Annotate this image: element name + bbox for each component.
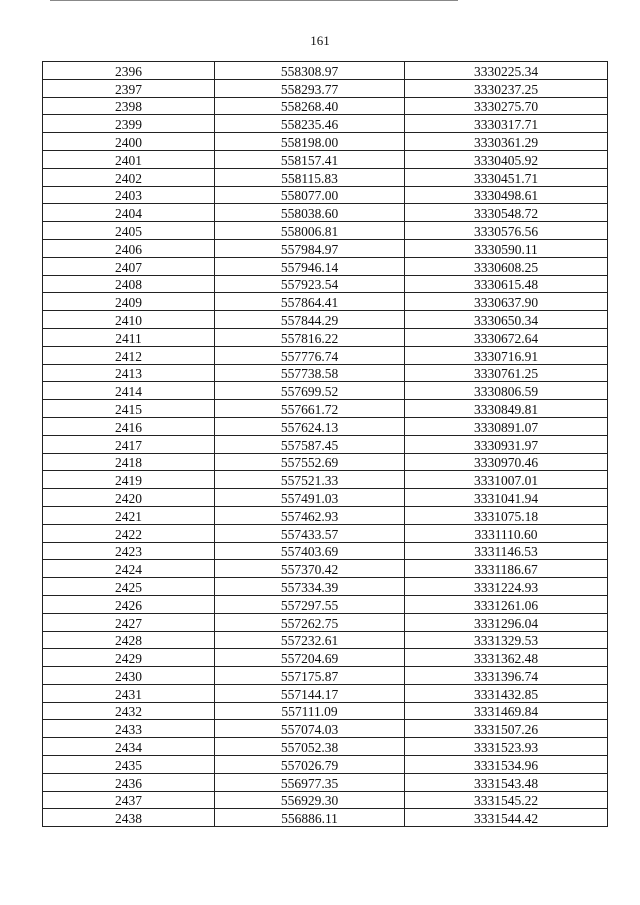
point-number-cell: 2406 <box>43 239 215 257</box>
y-coordinate-cell: 3330548.72 <box>405 204 608 222</box>
point-number-cell: 2396 <box>43 62 215 80</box>
x-coordinate-cell: 557552.69 <box>215 453 405 471</box>
y-coordinate-cell: 3330931.97 <box>405 435 608 453</box>
y-coordinate-cell: 3330716.91 <box>405 346 608 364</box>
table-row <box>43 471 608 489</box>
x-coordinate-cell: 557204.69 <box>215 649 405 667</box>
point-number-cell: 2397 <box>43 79 215 97</box>
y-coordinate-cell: 3331396.74 <box>405 667 608 685</box>
point-number-cell: 2405 <box>43 222 215 240</box>
table-row <box>43 631 608 649</box>
y-coordinate-cell: 3330576.56 <box>405 222 608 240</box>
point-number-cell: 2429 <box>43 649 215 667</box>
point-number-cell: 2402 <box>43 168 215 186</box>
table-row <box>43 346 608 364</box>
table-row <box>43 186 608 204</box>
y-coordinate-cell: 3330891.07 <box>405 417 608 435</box>
table-row <box>43 506 608 524</box>
point-number-cell: 2400 <box>43 133 215 151</box>
x-coordinate-cell: 557624.13 <box>215 417 405 435</box>
table-row <box>43 667 608 685</box>
table-row <box>43 62 608 80</box>
point-number-cell: 2413 <box>43 364 215 382</box>
table-row <box>43 809 608 827</box>
x-coordinate-cell: 557864.41 <box>215 293 405 311</box>
table-row <box>43 435 608 453</box>
y-coordinate-cell: 3331110.60 <box>405 524 608 542</box>
table-row <box>43 222 608 240</box>
table-row <box>43 382 608 400</box>
table-row <box>43 364 608 382</box>
table-row <box>43 720 608 738</box>
point-number-cell: 2414 <box>43 382 215 400</box>
y-coordinate-cell: 3331041.94 <box>405 489 608 507</box>
x-coordinate-cell: 558115.83 <box>215 168 405 186</box>
table-row <box>43 79 608 97</box>
point-number-cell: 2418 <box>43 453 215 471</box>
x-coordinate-cell: 557491.03 <box>215 489 405 507</box>
y-coordinate-cell: 3331329.53 <box>405 631 608 649</box>
y-coordinate-cell: 3330650.34 <box>405 311 608 329</box>
x-coordinate-cell: 557984.97 <box>215 239 405 257</box>
y-coordinate-cell: 3331186.67 <box>405 560 608 578</box>
x-coordinate-cell: 558268.40 <box>215 97 405 115</box>
table-row <box>43 275 608 293</box>
table-row <box>43 168 608 186</box>
y-coordinate-cell: 3330361.29 <box>405 133 608 151</box>
x-coordinate-cell: 557923.54 <box>215 275 405 293</box>
point-number-cell: 2437 <box>43 791 215 809</box>
x-coordinate-cell: 557262.75 <box>215 613 405 631</box>
y-coordinate-cell: 3331545.22 <box>405 791 608 809</box>
table-row <box>43 239 608 257</box>
table-row <box>43 453 608 471</box>
point-number-cell: 2401 <box>43 150 215 168</box>
table-row <box>43 684 608 702</box>
x-coordinate-cell: 557144.17 <box>215 684 405 702</box>
point-number-cell: 2399 <box>43 115 215 133</box>
x-coordinate-cell: 557232.61 <box>215 631 405 649</box>
point-number-cell: 2416 <box>43 417 215 435</box>
y-coordinate-cell: 3330849.81 <box>405 400 608 418</box>
y-coordinate-cell: 3330806.59 <box>405 382 608 400</box>
table-row <box>43 560 608 578</box>
y-coordinate-cell: 3331534.96 <box>405 756 608 774</box>
y-coordinate-cell: 3330225.34 <box>405 62 608 80</box>
x-coordinate-cell: 557297.55 <box>215 595 405 613</box>
y-coordinate-cell: 3330451.71 <box>405 168 608 186</box>
point-number-cell: 2434 <box>43 738 215 756</box>
point-number-cell: 2431 <box>43 684 215 702</box>
y-coordinate-cell: 3330970.46 <box>405 453 608 471</box>
point-number-cell: 2423 <box>43 542 215 560</box>
table-row <box>43 150 608 168</box>
x-coordinate-cell: 557403.69 <box>215 542 405 560</box>
point-number-cell: 2428 <box>43 631 215 649</box>
y-coordinate-cell: 3331507.26 <box>405 720 608 738</box>
point-number-cell: 2411 <box>43 328 215 346</box>
table-row <box>43 328 608 346</box>
table-row <box>43 204 608 222</box>
y-coordinate-cell: 3331296.04 <box>405 613 608 631</box>
point-number-cell: 2430 <box>43 667 215 685</box>
x-coordinate-cell: 557699.52 <box>215 382 405 400</box>
table-row <box>43 524 608 542</box>
point-number-cell: 2435 <box>43 756 215 774</box>
point-number-cell: 2426 <box>43 595 215 613</box>
y-coordinate-cell: 3330672.64 <box>405 328 608 346</box>
y-coordinate-cell: 3331075.18 <box>405 506 608 524</box>
point-number-cell: 2404 <box>43 204 215 222</box>
x-coordinate-cell: 558006.81 <box>215 222 405 240</box>
x-coordinate-cell: 557462.93 <box>215 506 405 524</box>
x-coordinate-cell: 557816.22 <box>215 328 405 346</box>
table-row <box>43 613 608 631</box>
point-number-cell: 2425 <box>43 578 215 596</box>
x-coordinate-cell: 557026.79 <box>215 756 405 774</box>
point-number-cell: 2407 <box>43 257 215 275</box>
x-coordinate-cell: 557074.03 <box>215 720 405 738</box>
y-coordinate-cell: 3330237.25 <box>405 79 608 97</box>
y-coordinate-cell: 3331523.93 <box>405 738 608 756</box>
page-number: 161 <box>310 33 330 48</box>
y-coordinate-cell: 3331261.06 <box>405 595 608 613</box>
x-coordinate-cell: 557587.45 <box>215 435 405 453</box>
point-number-cell: 2419 <box>43 471 215 489</box>
x-coordinate-cell: 557738.58 <box>215 364 405 382</box>
y-coordinate-cell: 3330317.71 <box>405 115 608 133</box>
point-number-cell: 2424 <box>43 560 215 578</box>
table-row <box>43 773 608 791</box>
y-coordinate-cell: 3331146.53 <box>405 542 608 560</box>
table-row <box>43 293 608 311</box>
y-coordinate-cell: 3331224.93 <box>405 578 608 596</box>
point-number-cell: 2412 <box>43 346 215 364</box>
x-coordinate-cell: 557433.57 <box>215 524 405 542</box>
point-number-cell: 2415 <box>43 400 215 418</box>
table-row <box>43 578 608 596</box>
x-coordinate-cell: 557844.29 <box>215 311 405 329</box>
y-coordinate-cell: 3331007.01 <box>405 471 608 489</box>
y-coordinate-cell: 3330405.92 <box>405 150 608 168</box>
y-coordinate-cell: 3331543.48 <box>405 773 608 791</box>
top-rule <box>50 0 458 1</box>
point-number-cell: 2421 <box>43 506 215 524</box>
x-coordinate-cell: 557175.87 <box>215 667 405 685</box>
x-coordinate-cell: 558038.60 <box>215 204 405 222</box>
table-row <box>43 649 608 667</box>
table-row <box>43 133 608 151</box>
y-coordinate-cell: 3331469.84 <box>405 702 608 720</box>
x-coordinate-cell: 557776.74 <box>215 346 405 364</box>
x-coordinate-cell: 557946.14 <box>215 257 405 275</box>
x-coordinate-cell: 558077.00 <box>215 186 405 204</box>
x-coordinate-cell: 557661.72 <box>215 400 405 418</box>
y-coordinate-cell: 3331362.48 <box>405 649 608 667</box>
table-row <box>43 595 608 613</box>
x-coordinate-cell: 557111.09 <box>215 702 405 720</box>
y-coordinate-cell: 3331544.42 <box>405 809 608 827</box>
y-coordinate-cell: 3330608.25 <box>405 257 608 275</box>
x-coordinate-cell: 558293.77 <box>215 79 405 97</box>
table-row <box>43 417 608 435</box>
table-row <box>43 257 608 275</box>
point-number-cell: 2438 <box>43 809 215 827</box>
table-row <box>43 542 608 560</box>
x-coordinate-cell: 558308.97 <box>215 62 405 80</box>
y-coordinate-cell: 3331432.85 <box>405 684 608 702</box>
table-row <box>43 702 608 720</box>
table-row <box>43 115 608 133</box>
point-number-cell: 2422 <box>43 524 215 542</box>
point-number-cell: 2409 <box>43 293 215 311</box>
x-coordinate-cell: 556886.11 <box>215 809 405 827</box>
coordinates-table-body <box>43 62 608 827</box>
x-coordinate-cell: 557052.38 <box>215 738 405 756</box>
x-coordinate-cell: 558157.41 <box>215 150 405 168</box>
table-row <box>43 738 608 756</box>
x-coordinate-cell: 557370.42 <box>215 560 405 578</box>
table-row <box>43 489 608 507</box>
y-coordinate-cell: 3330761.25 <box>405 364 608 382</box>
point-number-cell: 2398 <box>43 97 215 115</box>
table-row <box>43 400 608 418</box>
y-coordinate-cell: 3330275.70 <box>405 97 608 115</box>
y-coordinate-cell: 3330615.48 <box>405 275 608 293</box>
table-row <box>43 311 608 329</box>
point-number-cell: 2432 <box>43 702 215 720</box>
x-coordinate-cell: 558198.00 <box>215 133 405 151</box>
point-number-cell: 2427 <box>43 613 215 631</box>
x-coordinate-cell: 556977.35 <box>215 773 405 791</box>
point-number-cell: 2403 <box>43 186 215 204</box>
point-number-cell: 2417 <box>43 435 215 453</box>
y-coordinate-cell: 3330498.61 <box>405 186 608 204</box>
point-number-cell: 2420 <box>43 489 215 507</box>
table-row <box>43 756 608 774</box>
coordinates-table <box>42 61 608 827</box>
point-number-cell: 2408 <box>43 275 215 293</box>
table-row <box>43 97 608 115</box>
point-number-cell: 2433 <box>43 720 215 738</box>
y-coordinate-cell: 3330590.11 <box>405 239 608 257</box>
table-row <box>43 791 608 809</box>
point-number-cell: 2436 <box>43 773 215 791</box>
x-coordinate-cell: 558235.46 <box>215 115 405 133</box>
x-coordinate-cell: 557521.33 <box>215 471 405 489</box>
x-coordinate-cell: 557334.39 <box>215 578 405 596</box>
x-coordinate-cell: 556929.30 <box>215 791 405 809</box>
point-number-cell: 2410 <box>43 311 215 329</box>
y-coordinate-cell: 3330637.90 <box>405 293 608 311</box>
